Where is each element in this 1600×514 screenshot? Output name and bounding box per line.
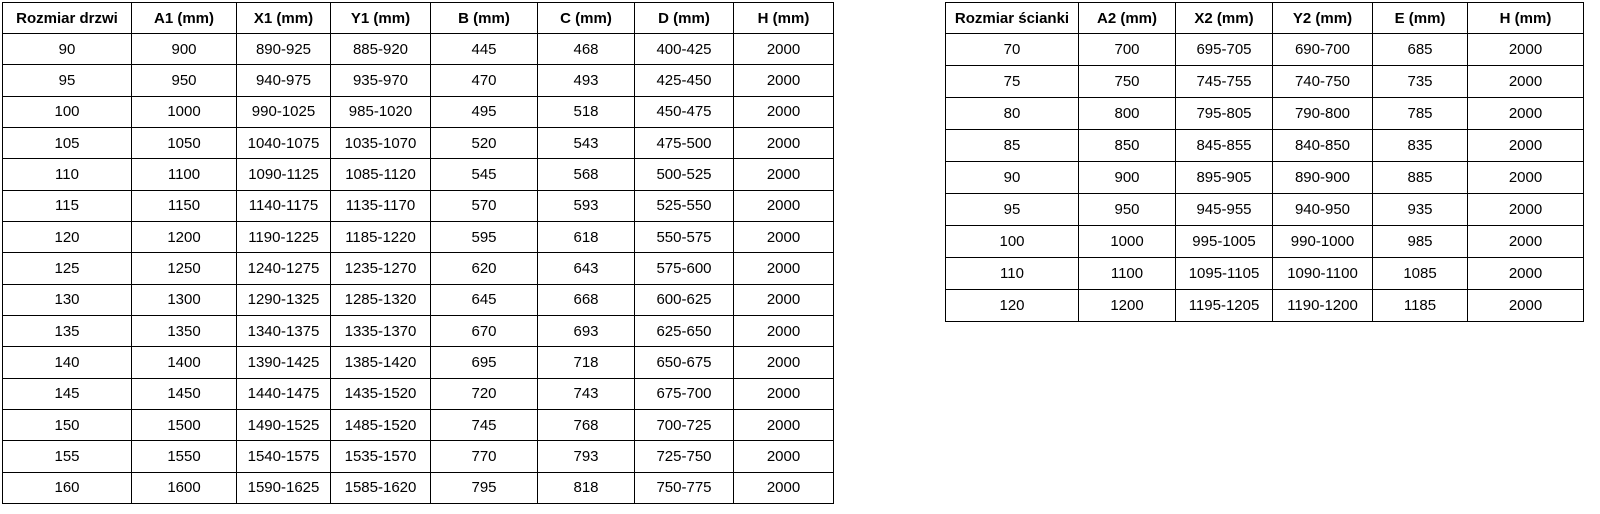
table-row <box>946 34 1584 66</box>
table-cell: 1385-1420 <box>331 347 431 378</box>
table-cell: 725-750 <box>635 441 734 472</box>
table-cell: 935 <box>1373 194 1468 226</box>
table-cell: 740-750 <box>1273 66 1373 98</box>
table-cell: 110 <box>3 159 132 190</box>
table-cell: 1095-1105 <box>1176 258 1273 290</box>
table-row <box>3 253 834 284</box>
table-cell: 2000 <box>1468 162 1584 194</box>
table-cell: 745-755 <box>1176 66 1273 98</box>
table-cell: 650-675 <box>635 347 734 378</box>
table-cell: 768 <box>538 409 635 440</box>
table-row <box>3 315 834 346</box>
table-cell: 890-925 <box>237 34 331 65</box>
table-row <box>3 159 834 190</box>
table-cell: 2000 <box>1468 34 1584 66</box>
table-cell: 568 <box>538 159 635 190</box>
table-cell: 940-975 <box>237 65 331 96</box>
table-cell: 1550 <box>132 441 237 472</box>
table-cell: 1450 <box>132 378 237 409</box>
table-cell: 100 <box>946 226 1079 258</box>
table-cell: 1100 <box>132 159 237 190</box>
table-cell: 85 <box>946 130 1079 162</box>
table-cell: 1250 <box>132 253 237 284</box>
table-cell: 620 <box>431 253 538 284</box>
table-cell: 818 <box>538 472 635 503</box>
table-row <box>3 472 834 503</box>
table-cell: 493 <box>538 65 635 96</box>
table-cell: 140 <box>3 347 132 378</box>
table-cell: 693 <box>538 315 635 346</box>
table-cell: 990-1000 <box>1273 226 1373 258</box>
table-cell: 668 <box>538 284 635 315</box>
table-cell: 700-725 <box>635 409 734 440</box>
table-cell: 1590-1625 <box>237 472 331 503</box>
table-cell: 1485-1520 <box>331 409 431 440</box>
table-cell: 1435-1520 <box>331 378 431 409</box>
table-row <box>946 98 1584 130</box>
table-cell: 890-900 <box>1273 162 1373 194</box>
table-cell: 985 <box>1373 226 1468 258</box>
table-cell: 720 <box>431 378 538 409</box>
table-cell: 670 <box>431 315 538 346</box>
table-cell: 2000 <box>1468 66 1584 98</box>
table-cell: 1600 <box>132 472 237 503</box>
table-row <box>3 347 834 378</box>
table-cell: 1085-1120 <box>331 159 431 190</box>
table-cell: 1350 <box>132 315 237 346</box>
table-cell: 470 <box>431 65 538 96</box>
table-cell: 400-425 <box>635 34 734 65</box>
table-cell: 885 <box>1373 162 1468 194</box>
table-cell: 790-800 <box>1273 98 1373 130</box>
table-row <box>3 441 834 472</box>
table-cell: 105 <box>3 127 132 158</box>
table-cell: 575-600 <box>635 253 734 284</box>
table-cell: 2000 <box>1468 194 1584 226</box>
table-cell: 2000 <box>1468 226 1584 258</box>
table-cell: 1585-1620 <box>331 472 431 503</box>
table-row <box>3 221 834 252</box>
column-header: H (mm) <box>1468 3 1584 34</box>
table-cell: 1050 <box>132 127 237 158</box>
table-cell: 1185 <box>1373 290 1468 322</box>
table-cell: 518 <box>538 96 635 127</box>
table-cell: 990-1025 <box>237 96 331 127</box>
table-cell: 735 <box>1373 66 1468 98</box>
column-header: Rozmiar ścianki <box>946 3 1079 34</box>
column-header: A1 (mm) <box>132 3 237 34</box>
column-header: Rozmiar drzwi <box>3 3 132 34</box>
table-cell: 160 <box>3 472 132 503</box>
column-header: Y1 (mm) <box>331 3 431 34</box>
column-header: E (mm) <box>1373 3 1468 34</box>
table-cell: 95 <box>946 194 1079 226</box>
table-row <box>3 34 834 65</box>
table-row <box>946 194 1584 226</box>
table-cell: 1285-1320 <box>331 284 431 315</box>
table-cell: 750-775 <box>635 472 734 503</box>
table-cell: 1200 <box>132 221 237 252</box>
table-cell: 2000 <box>734 378 834 409</box>
table-cell: 2000 <box>734 315 834 346</box>
table-cell: 1190-1225 <box>237 221 331 252</box>
table-cell: 2000 <box>734 159 834 190</box>
table-cell: 695-705 <box>1176 34 1273 66</box>
table-cell: 695 <box>431 347 538 378</box>
table-cell: 1235-1270 <box>331 253 431 284</box>
table-cell: 940-950 <box>1273 194 1373 226</box>
table-row <box>946 130 1584 162</box>
table-cell: 1335-1370 <box>331 315 431 346</box>
table-row <box>946 66 1584 98</box>
table-cell: 1340-1375 <box>237 315 331 346</box>
table-row <box>3 96 834 127</box>
table-row <box>946 258 1584 290</box>
table-cell: 125 <box>3 253 132 284</box>
table-cell: 2000 <box>734 190 834 221</box>
table-cell: 80 <box>946 98 1079 130</box>
table-cell: 950 <box>132 65 237 96</box>
table-cell: 100 <box>3 96 132 127</box>
table-cell: 593 <box>538 190 635 221</box>
table-cell: 145 <box>3 378 132 409</box>
table-cell: 2000 <box>734 409 834 440</box>
table-cell: 1300 <box>132 284 237 315</box>
column-header: B (mm) <box>431 3 538 34</box>
table-row <box>3 409 834 440</box>
table-cell: 1100 <box>1079 258 1176 290</box>
table-cell: 500-525 <box>635 159 734 190</box>
table-cell: 675-700 <box>635 378 734 409</box>
table-cell: 90 <box>3 34 132 65</box>
table-cell: 745 <box>431 409 538 440</box>
table-row <box>3 378 834 409</box>
table-cell: 2000 <box>734 441 834 472</box>
table-cell: 425-450 <box>635 65 734 96</box>
table-cell: 645 <box>431 284 538 315</box>
table-cell: 1540-1575 <box>237 441 331 472</box>
table-cell: 795 <box>431 472 538 503</box>
table-cell: 1185-1220 <box>331 221 431 252</box>
table-cell: 1490-1525 <box>237 409 331 440</box>
table-cell: 120 <box>946 290 1079 322</box>
table-row <box>946 226 1584 258</box>
table-cell: 785 <box>1373 98 1468 130</box>
table-cell: 1190-1200 <box>1273 290 1373 322</box>
table-cell: 115 <box>3 190 132 221</box>
table-row <box>3 65 834 96</box>
table-cell: 895-905 <box>1176 162 1273 194</box>
table-cell: 70 <box>946 34 1079 66</box>
table-row <box>3 284 834 315</box>
column-header: C (mm) <box>538 3 635 34</box>
table-cell: 475-500 <box>635 127 734 158</box>
table-cell: 2000 <box>734 34 834 65</box>
table-cell: 90 <box>946 162 1079 194</box>
table-cell: 75 <box>946 66 1079 98</box>
table-cell: 130 <box>3 284 132 315</box>
table-cell: 1500 <box>132 409 237 440</box>
table-cell: 525-550 <box>635 190 734 221</box>
column-header: X1 (mm) <box>237 3 331 34</box>
table-cell: 1140-1175 <box>237 190 331 221</box>
table-cell: 1135-1170 <box>331 190 431 221</box>
table-cell: 950 <box>1079 194 1176 226</box>
column-header: X2 (mm) <box>1176 3 1273 34</box>
table-cell: 690-700 <box>1273 34 1373 66</box>
table-cell: 985-1020 <box>331 96 431 127</box>
table-cell: 935-970 <box>331 65 431 96</box>
table-cell: 1290-1325 <box>237 284 331 315</box>
table-cell: 545 <box>431 159 538 190</box>
table-row <box>946 162 1584 194</box>
table-cell: 2000 <box>734 127 834 158</box>
table-cell: 468 <box>538 34 635 65</box>
table-cell: 643 <box>538 253 635 284</box>
table-cell: 520 <box>431 127 538 158</box>
table-cell: 2000 <box>734 96 834 127</box>
door-size-table <box>2 2 834 504</box>
table-cell: 1240-1275 <box>237 253 331 284</box>
table-cell: 2000 <box>1468 258 1584 290</box>
table-cell: 885-920 <box>331 34 431 65</box>
table-cell: 850 <box>1079 130 1176 162</box>
table-row <box>3 127 834 158</box>
table-cell: 1085 <box>1373 258 1468 290</box>
table-cell: 445 <box>431 34 538 65</box>
table-cell: 550-575 <box>635 221 734 252</box>
table-cell: 800 <box>1079 98 1176 130</box>
table-cell: 450-475 <box>635 96 734 127</box>
table-cell: 570 <box>431 190 538 221</box>
table-cell: 2000 <box>734 284 834 315</box>
table-cell: 1090-1125 <box>237 159 331 190</box>
table-cell: 1000 <box>132 96 237 127</box>
table-cell: 2000 <box>1468 98 1584 130</box>
table-cell: 1090-1100 <box>1273 258 1373 290</box>
table-cell: 2000 <box>734 253 834 284</box>
table-cell: 2000 <box>1468 130 1584 162</box>
table-cell: 1035-1070 <box>331 127 431 158</box>
table-cell: 1150 <box>132 190 237 221</box>
table-cell: 900 <box>1079 162 1176 194</box>
wall-size-table <box>945 2 1584 322</box>
table-cell: 495 <box>431 96 538 127</box>
table-cell: 2000 <box>734 472 834 503</box>
table-cell: 600-625 <box>635 284 734 315</box>
column-header: H (mm) <box>734 3 834 34</box>
table-cell: 618 <box>538 221 635 252</box>
table-cell: 840-850 <box>1273 130 1373 162</box>
table-cell: 155 <box>3 441 132 472</box>
table-row <box>946 290 1584 322</box>
table-cell: 120 <box>3 221 132 252</box>
header-row <box>946 3 1584 34</box>
table-cell: 595 <box>431 221 538 252</box>
table-cell: 795-805 <box>1176 98 1273 130</box>
table-cell: 1440-1475 <box>237 378 331 409</box>
table-cell: 1040-1075 <box>237 127 331 158</box>
table-cell: 900 <box>132 34 237 65</box>
table-cell: 1390-1425 <box>237 347 331 378</box>
table-cell: 1200 <box>1079 290 1176 322</box>
table-cell: 945-955 <box>1176 194 1273 226</box>
table-cell: 685 <box>1373 34 1468 66</box>
table-cell: 2000 <box>1468 290 1584 322</box>
table-cell: 700 <box>1079 34 1176 66</box>
table-cell: 750 <box>1079 66 1176 98</box>
table-cell: 543 <box>538 127 635 158</box>
table-cell: 835 <box>1373 130 1468 162</box>
header-row <box>3 3 834 34</box>
table-cell: 2000 <box>734 221 834 252</box>
table-cell: 718 <box>538 347 635 378</box>
table-cell: 845-855 <box>1176 130 1273 162</box>
table-cell: 95 <box>3 65 132 96</box>
table-cell: 743 <box>538 378 635 409</box>
table-cell: 1535-1570 <box>331 441 431 472</box>
table-cell: 1400 <box>132 347 237 378</box>
table-cell: 793 <box>538 441 635 472</box>
table-row <box>3 190 834 221</box>
column-header: Y2 (mm) <box>1273 3 1373 34</box>
column-header: A2 (mm) <box>1079 3 1176 34</box>
table-cell: 2000 <box>734 347 834 378</box>
table-cell: 1195-1205 <box>1176 290 1273 322</box>
table-cell: 995-1005 <box>1176 226 1273 258</box>
table-cell: 150 <box>3 409 132 440</box>
column-header: D (mm) <box>635 3 734 34</box>
table-cell: 625-650 <box>635 315 734 346</box>
table-cell: 1000 <box>1079 226 1176 258</box>
table-cell: 135 <box>3 315 132 346</box>
table-cell: 110 <box>946 258 1079 290</box>
table-cell: 770 <box>431 441 538 472</box>
table-cell: 2000 <box>734 65 834 96</box>
